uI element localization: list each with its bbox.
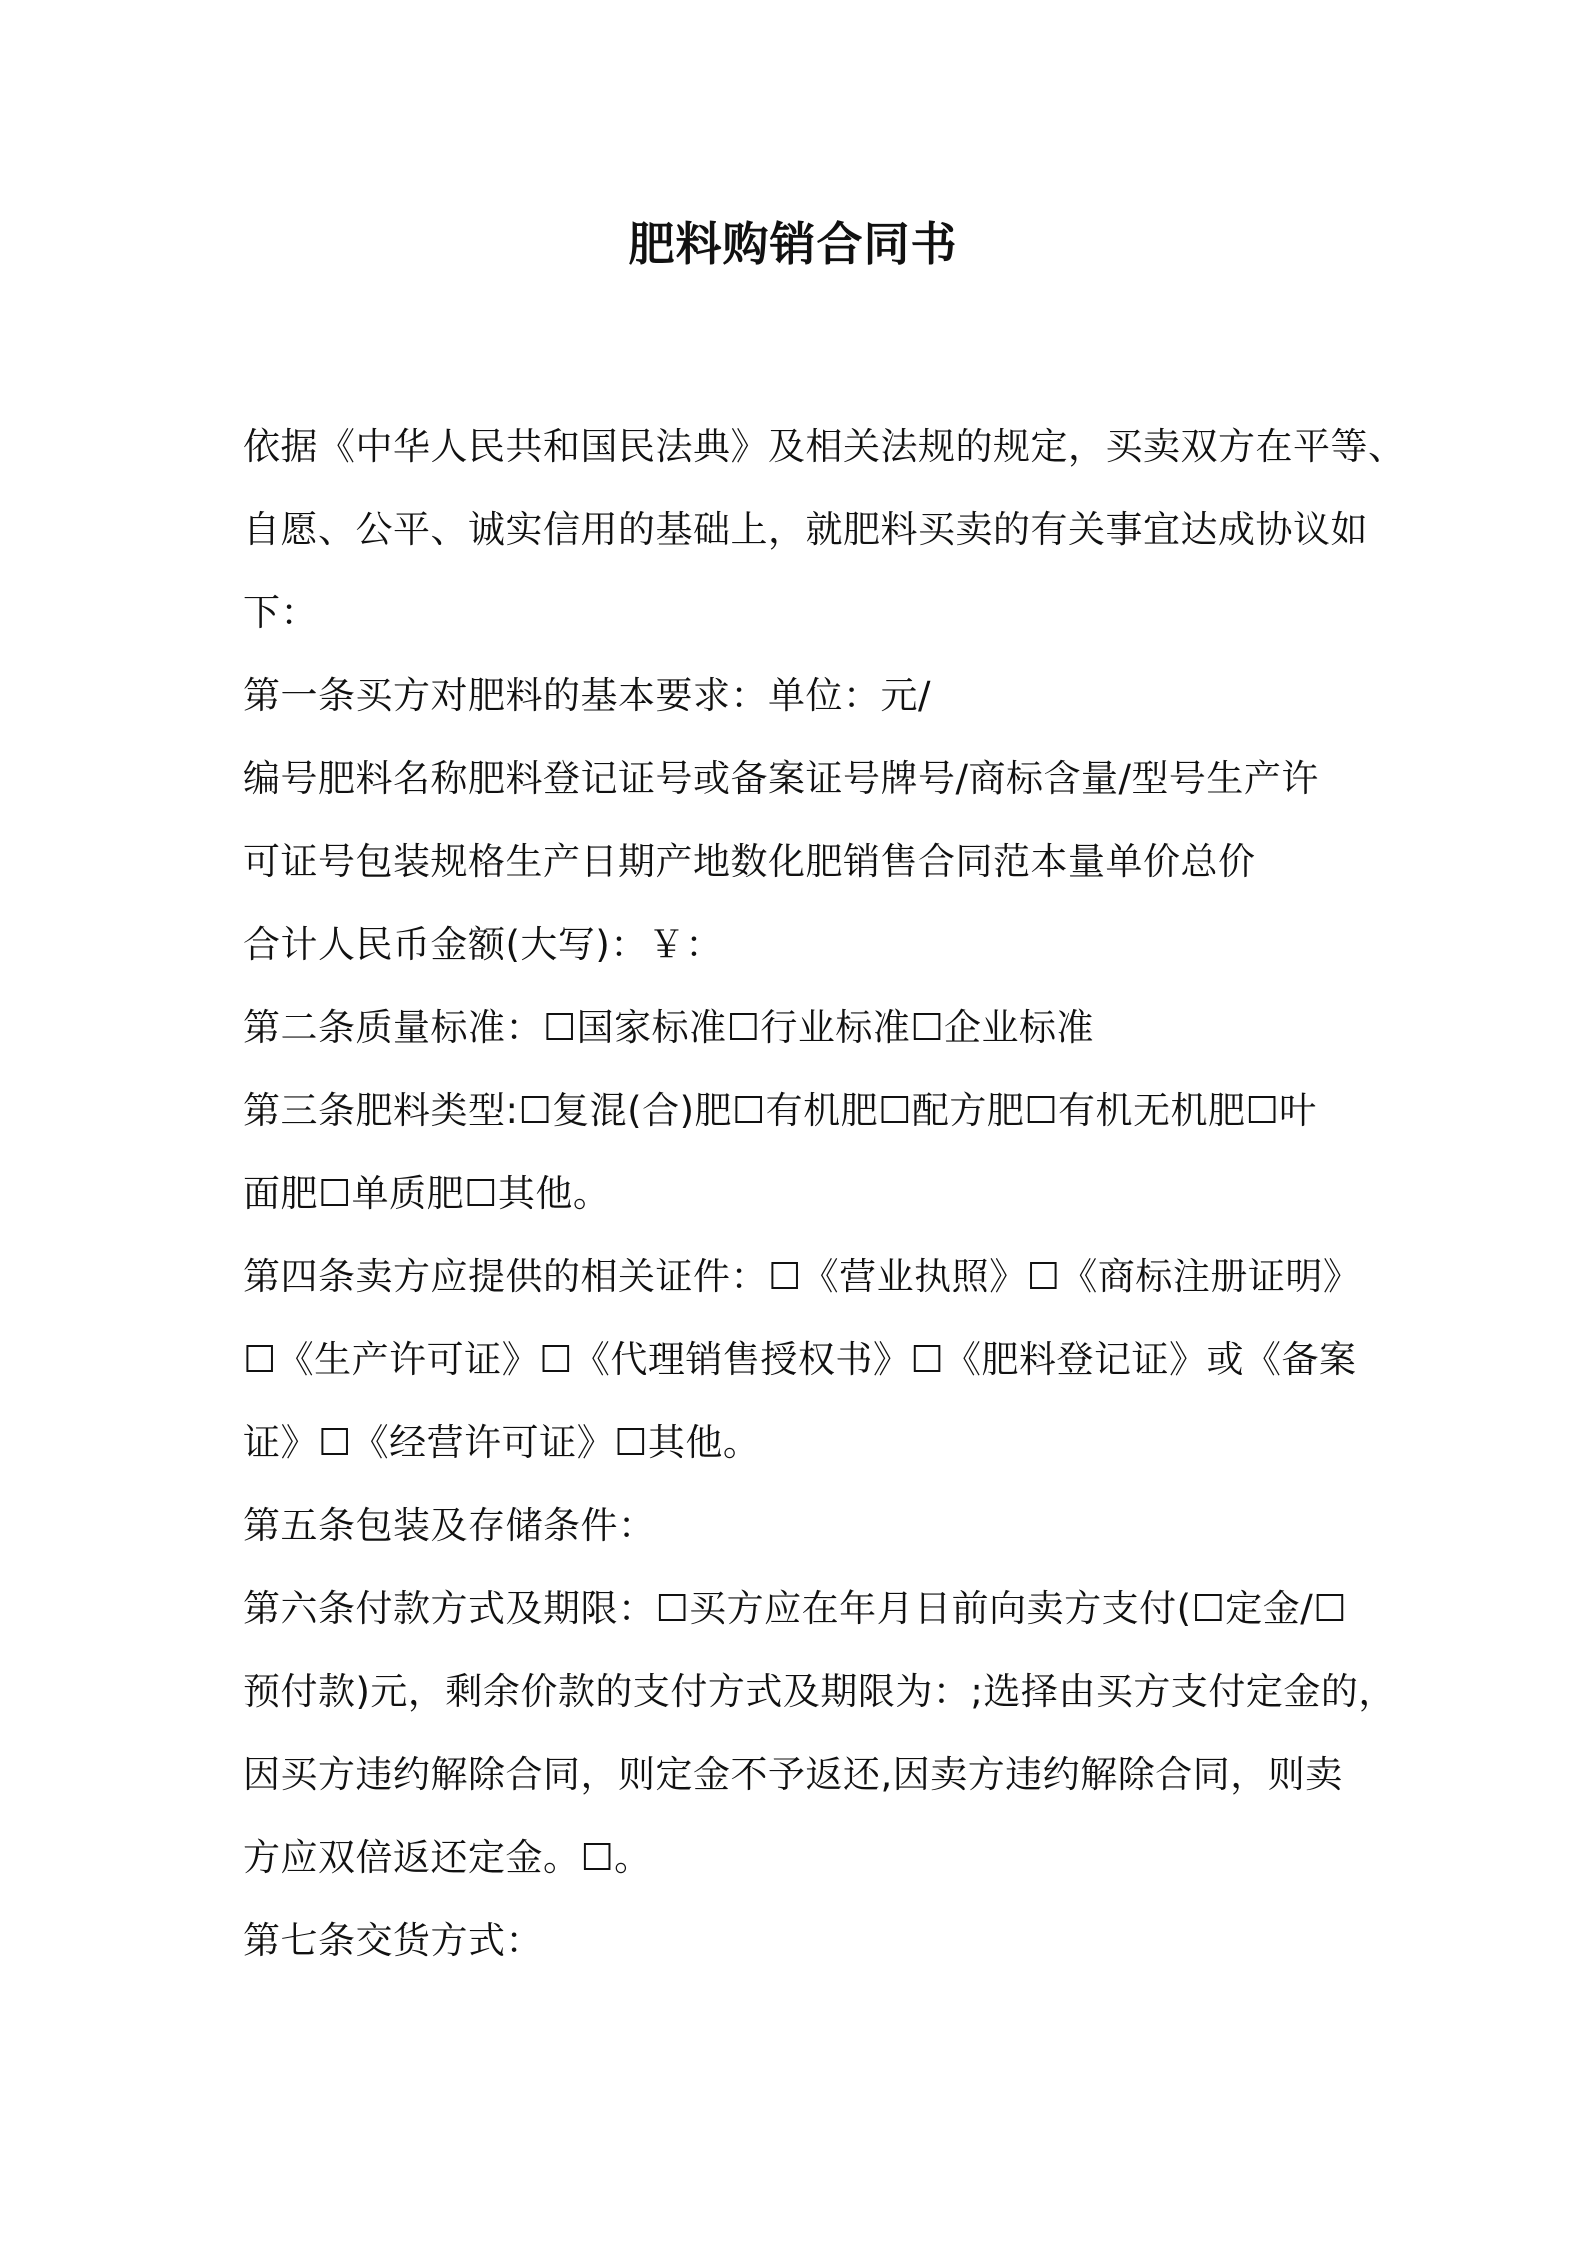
article-1-line: 第一条买方对肥料的基本要求：单位：元/ — [243, 674, 931, 717]
article-2-line: 第二条质量标准：☐国家标准☐行业标准☐企业标准 — [243, 1006, 1095, 1049]
paragraph-line: 下： — [243, 591, 318, 634]
article-3-line: 第三条肥料类型:☐复混(合)肥☐有机肥☐配方肥☐有机无机肥☐叶 — [243, 1089, 1317, 1132]
article-1-line: 编号肥料名称肥料登记证号或备案证号牌号/商标含量/型号生产许 — [243, 757, 1319, 800]
article-4-line: ☐《生产许可证》☐《代理销售授权书》☐《肥料登记证》或《备案 — [243, 1338, 1357, 1381]
paragraph-line: 依据《中华人民共和国民法典》及相关法规的规定，买卖双方在平等、 — [243, 425, 1406, 468]
article-6-line: 因买方违约解除合同，则定金不予返还,因卖方违约解除合同，则卖 — [243, 1753, 1343, 1796]
article-6-line: 预付款)元，剩余价款的支付方式及期限为：;选择由买方支付定金的， — [243, 1670, 1396, 1713]
article-4-line: 证》☐《经营许可证》☐其他。 — [243, 1421, 761, 1464]
article-1-total-line: 合计人民币金额(大写)：￥： — [243, 923, 723, 966]
article-5-line: 第五条包装及存储条件： — [243, 1504, 656, 1547]
document-title: 肥料购销合同书 — [628, 217, 958, 271]
article-4-line: 第四条卖方应提供的相关证件：☐《营业执照》☐《商标注册证明》 — [243, 1255, 1361, 1298]
article-3-line: 面肥☐单质肥☐其他。 — [243, 1172, 611, 1215]
document-body — [243, 405, 1406, 1982]
article-6-line: 第六条付款方式及期限：☐买方应在年月日前向卖方支付(☐定金/☐ — [243, 1587, 1347, 1630]
article-1-line: 可证号包装规格生产日期产地数化肥销售合同范本量单价总价 — [243, 840, 1256, 883]
article-6-line: 方应双倍返还定金。☐。 — [243, 1836, 652, 1879]
paragraph-line: 自愿、公平、诚实信用的基础上，就肥料买卖的有关事宜达成协议如 — [243, 508, 1368, 551]
article-7-line: 第七条交货方式： — [243, 1919, 543, 1962]
